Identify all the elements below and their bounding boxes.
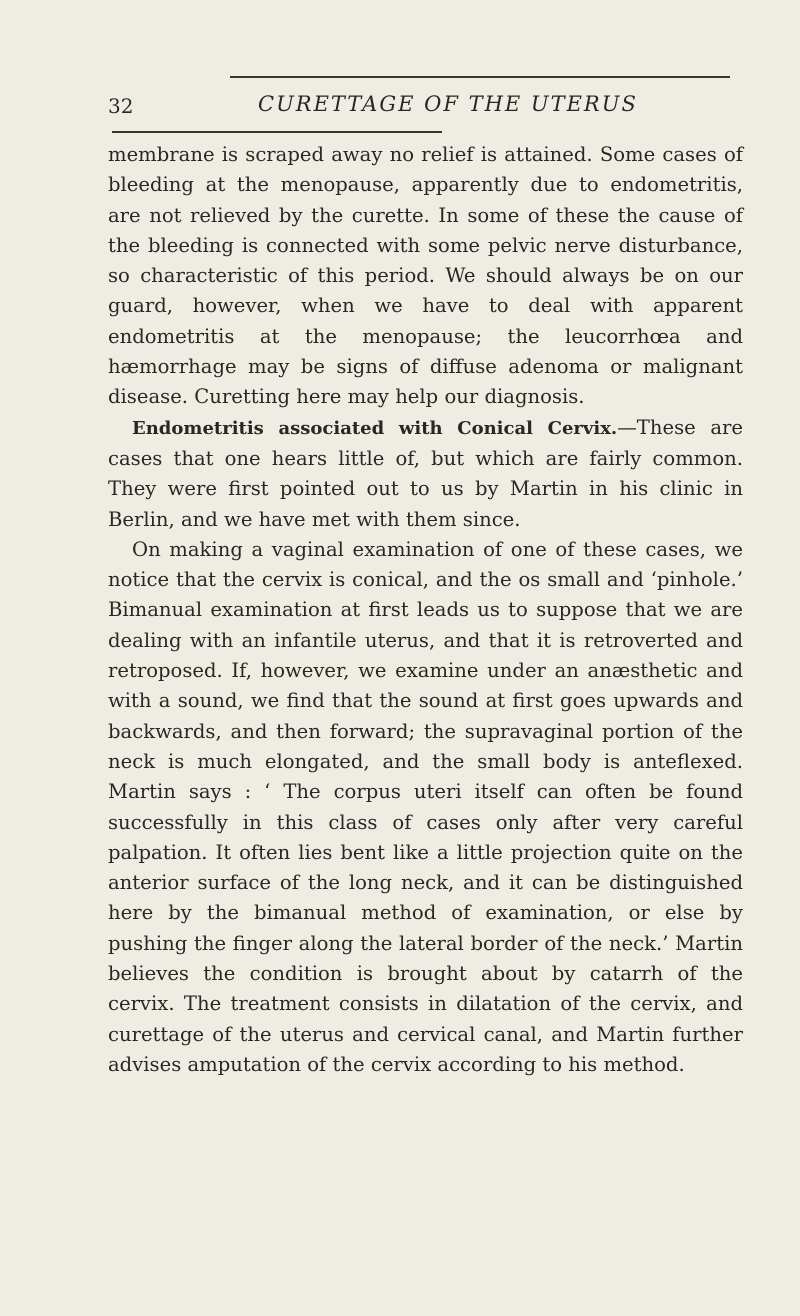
section-heading: Endometritis associated with Conical Cervix. xyxy=(132,417,618,439)
running-title: CURETTAGE OF THE UTERUS xyxy=(258,92,638,116)
paragraph-2-text: —These are cases that one hears little of, but which are fairly common. They were first pointed out to us by Martin in his clinic in Berlin, and we have met with them since. xyxy=(108,415,743,531)
header-rule-top xyxy=(230,76,730,78)
header-rule-bottom xyxy=(112,131,442,133)
body-text xyxy=(108,140,743,1080)
paragraph-3: On making a vaginal examination of one of these cases, we notice that the cervix is conical, and the os small and ‘pinhole.’ Bimanual examination at first leads us to suppose that we are dealing with an infantile uterus, and that it is retroverted and retroposed. If, however, we examine under an anæsthetic and with a sound, we find that the sound at first goes upwards and backwards, and then forward; the supravaginal portion of the neck is much elongated, and the small body is anteflexed. Martin says : ‘ The corpus uteri itself can often be found successfully in this class of cases only after very careful palpation. It often lies bent like a little projection quite on the anterior surface of the long neck, and it can be distinguished here by the bimanual method of examination, or else by pushing the finger along the lateral border of the neck.’ Martin believes the condition is brought about by catarrh of the cervix. The treatment consists in dilatation of the cervix, and curettage of the uterus and cervical canal, and Martin further advises amputation of the cervix according to his method. xyxy=(108,537,743,1076)
running-head xyxy=(108,92,728,122)
paragraph-1: membrane is scraped away no relief is attained. Some cases of bleeding at the menopause, apparently due to endometritis, are not relieved by the curette. In some of these the cause of the bleeding is connected with some pelvic nerve disturbance, so characteristic of this period. We should always be on our guard, however, when we have to deal with apparent endometritis at the menopause; the leucorrhœa and hæmorrhage may be signs of diffuse adenoma or malignant disease. Curetting here may help our diagnosis. xyxy=(108,143,743,409)
page-number: 32 xyxy=(108,94,134,118)
paragraph-2 xyxy=(108,413,743,535)
